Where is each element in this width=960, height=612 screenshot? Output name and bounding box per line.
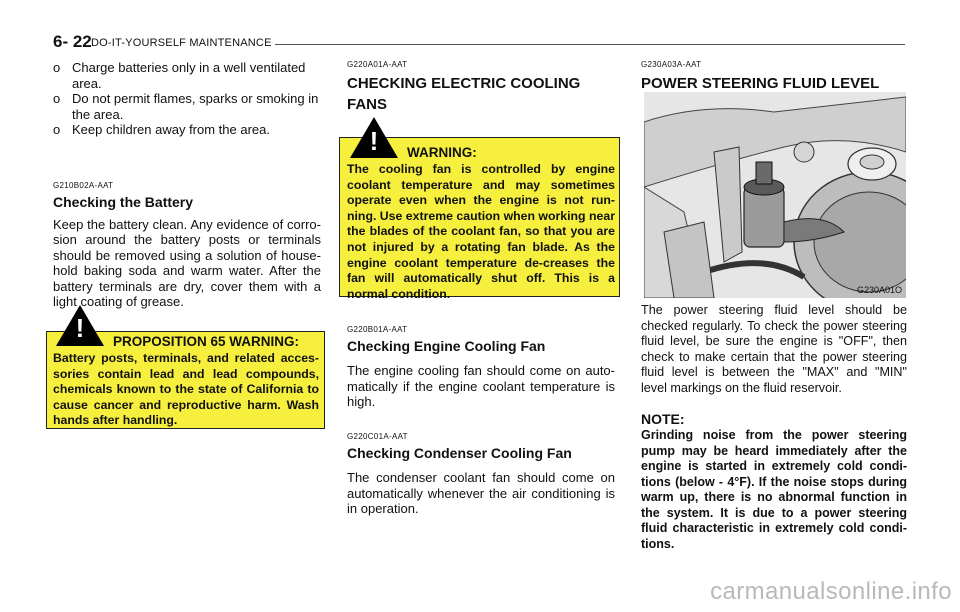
bullet-mark: o: [53, 91, 61, 106]
left-column: [53, 60, 321, 310]
list-item: [53, 60, 321, 91]
condenser-fan-section: [347, 432, 615, 517]
section-code: G220B01A-AAT: [347, 325, 408, 334]
engine-fan-body: The engine cooling fan should come on auto-matically if the engine coolant temperature is high.: [347, 363, 615, 409]
prop65-body: Battery posts, terminals, and related acces-sories contain lead and lead compounds, chemicals known to the state of California to cause cancer and reproductive harm. Wash hands after handling.: [53, 351, 319, 428]
engine-bay-figure: [644, 92, 906, 298]
right-column: [641, 60, 907, 94]
bullet-mark: o: [53, 60, 61, 75]
list-item: [53, 122, 321, 138]
exclamation-icon: !: [369, 126, 379, 156]
middle-column: [347, 60, 615, 115]
watermark: carmanualsonline.info: [710, 578, 952, 605]
section-code: G220A01A-AAT: [347, 60, 408, 69]
bullet-text: Charge batteries only in a well ventilated area.: [72, 60, 306, 91]
steering-heading: POWER STEERING FLUID LEVEL: [641, 75, 880, 92]
section-name: DO-IT-YOURSELF MAINTENANCE: [91, 37, 272, 49]
note-body: Grinding noise from the power steering pump may be heard immediately after the engine is started in extremely cold condi-tions (below - 4°F). If the noise stops during warm up, there is no abnormal function in the system. It is due to a power steering fluid characteristic in extremely cold condi-tions.: [641, 428, 907, 551]
engine-fan-heading: Checking Engine Cooling Fan: [347, 338, 546, 354]
bullet-text: Keep children away from the area.: [72, 122, 270, 137]
steering-text: [641, 303, 907, 552]
battery-section: [53, 181, 321, 310]
bullet-text: Do not permit flames, sparks or smoking in the area.: [72, 91, 319, 122]
steering-body: The power steering fluid level should be checked regularly. To check the power steering fluid level, be sure the engine is "OFF", then check to make certain that the power steering fluid level is between the "MAX" and "MIN" level markings on the fluid reservoir.: [641, 303, 907, 395]
battery-body: Keep the battery clean. Any evidence of corro-sion around the battery posts or terminals should be removed using a solution of house-hold baking soda and warm water. After the battery terminals are dry, cover them with a light coating of grease.: [53, 216, 321, 309]
battery-heading: Checking the Battery: [53, 193, 194, 210]
condenser-fan-heading: Checking Condenser Cooling Fan: [347, 445, 572, 461]
bullet-mark: o: [53, 122, 61, 137]
fans-heading: CHECKING ELECTRIC COOLING FANS: [347, 75, 581, 113]
list-item: [53, 91, 321, 122]
engine-bay-illustration: [644, 92, 906, 298]
fan-warning-title: WARNING:: [407, 145, 477, 160]
figure-code: G230A01O: [856, 285, 902, 295]
fan-warning-box: [339, 137, 620, 301]
exclamation-icon: !: [75, 313, 85, 343]
page-number: 6- 22: [53, 32, 92, 51]
section-code: G220C01A-AAT: [347, 432, 408, 441]
fan-warning-body: The cooling fan is controlled by engine coolant temperature and may sometimes operate even when the engine is not run-ning. Use extreme caution when working near the blades of the coolant fan, so that you are not injured by a rotating fan blade. As the engine coolant temperature de-creases the fan will automatically shut off. This is a normal condition.: [347, 162, 615, 301]
section-code: G210B02A-AAT: [53, 180, 114, 190]
page-header: [53, 32, 905, 54]
section-code: G230A03A-AAT: [641, 60, 702, 69]
note-heading: NOTE:: [641, 411, 685, 427]
engine-fan-section: [347, 325, 615, 410]
charging-bullets: [53, 60, 321, 138]
header-rule: [275, 44, 905, 45]
prop65-title: PROPOSITION 65 WARNING:: [113, 334, 300, 349]
condenser-fan-body: The condenser coolant fan should come on automatically whenever the air conditioning is in operation.: [347, 470, 615, 516]
